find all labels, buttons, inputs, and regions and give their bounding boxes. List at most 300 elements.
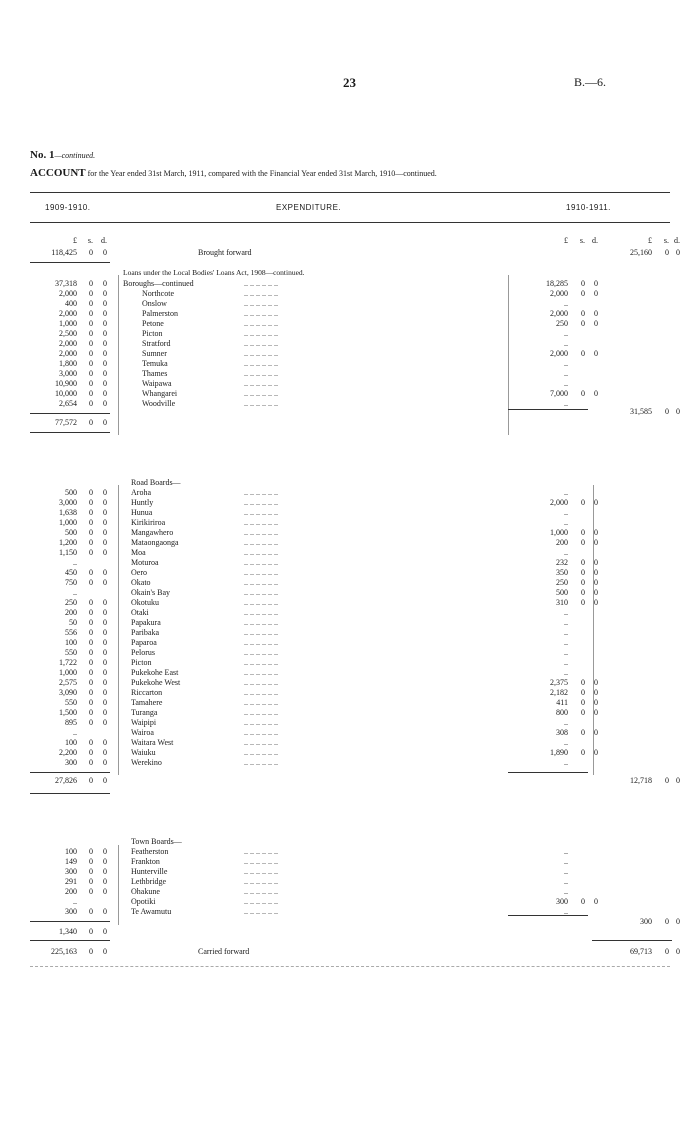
account-title — [30, 167, 437, 179]
prev-amount: 300 — [65, 907, 77, 916]
zero: 0 — [581, 748, 585, 757]
prev-amount: 291 — [65, 877, 77, 886]
prev-amount: 500 — [65, 528, 77, 537]
continued-note: —continued. — [54, 151, 96, 160]
current-amount: .. — [564, 638, 568, 647]
table-row — [0, 508, 700, 518]
leader-dots: .. .. .. .. .. .. — [244, 598, 278, 607]
current-amount: 308 — [556, 728, 568, 737]
current-amount: .. — [564, 907, 568, 916]
prev-amount: 3,000 — [59, 498, 77, 507]
table-row — [0, 867, 700, 877]
current-amount: 2,000 — [550, 289, 568, 298]
zero: 0 — [103, 608, 107, 617]
leader-dots: .. .. .. .. .. .. — [244, 389, 278, 398]
zero: 0 — [89, 498, 93, 507]
zero: 0 — [89, 887, 93, 896]
item-name: Whangarei — [142, 389, 178, 398]
prev-amount: 2,000 — [59, 289, 77, 298]
item-name: Moa — [131, 548, 146, 557]
zero: 0 — [594, 678, 598, 687]
total-amount: 25,160 — [630, 248, 652, 257]
zero: 0 — [581, 538, 585, 547]
prev-amount: 1,722 — [59, 658, 77, 667]
subtotal-total: 12,718 — [630, 776, 652, 785]
zero: 0 — [89, 776, 93, 785]
column-year-left: 1909-1910. — [45, 203, 91, 212]
zero: 0 — [581, 698, 585, 707]
table-row — [0, 319, 700, 329]
zero: 0 — [581, 728, 585, 737]
prev-amount: 2,000 — [59, 309, 77, 318]
table-row — [0, 887, 700, 897]
zero: 0 — [594, 728, 598, 737]
item-name: Riccarton — [131, 688, 163, 697]
zero: 0 — [89, 339, 93, 348]
zero: 0 — [594, 748, 598, 757]
zero: 0 — [89, 698, 93, 707]
zero: 0 — [676, 947, 680, 956]
leader-dots: .. .. .. .. .. .. — [244, 578, 278, 587]
zero: 0 — [89, 608, 93, 617]
section-heading-row — [0, 279, 700, 289]
leader-dots: .. .. .. .. .. .. — [244, 897, 278, 906]
prev-amount: 10,900 — [55, 379, 77, 388]
prev-amount: .. — [73, 897, 77, 906]
zero: 0 — [103, 488, 107, 497]
current-amount: .. — [564, 668, 568, 677]
pound-label: £ — [564, 236, 568, 245]
zero: 0 — [89, 578, 93, 587]
prev-amount: .. — [73, 558, 77, 567]
table-row — [0, 369, 700, 379]
item-name: Petone — [142, 319, 164, 328]
leader-dots: .. .. .. .. .. .. — [244, 758, 278, 767]
leader-dots: .. .. .. .. .. .. — [244, 538, 278, 547]
item-name: Temuka — [142, 359, 168, 368]
subtotal-prev: 77,572 — [55, 418, 77, 427]
prev-amount: 149 — [65, 857, 77, 866]
prev-amount: 2,200 — [59, 748, 77, 757]
item-name: Waipipi — [131, 718, 157, 727]
current-amount: .. — [564, 299, 568, 308]
current-amount: 200 — [556, 538, 568, 547]
zero: 0 — [89, 718, 93, 727]
subtotal-total: 31,585 — [630, 407, 652, 416]
prev-amount: 895 — [65, 718, 77, 727]
prev-amount: 10,000 — [55, 389, 77, 398]
table-row — [0, 389, 700, 399]
total-shillings: 0 — [665, 248, 669, 257]
town-boards-total-row — [0, 917, 700, 927]
pence-label: d. — [101, 236, 107, 245]
current-amount: 350 — [556, 568, 568, 577]
prev-amount: 550 — [65, 698, 77, 707]
zero: 0 — [89, 927, 93, 936]
current-amount: 2,375 — [550, 678, 568, 687]
zero: 0 — [103, 628, 107, 637]
zero: 0 — [581, 678, 585, 687]
current-amount: .. — [564, 718, 568, 727]
leader-dots: .. .. .. .. .. .. — [244, 658, 278, 667]
carried-forward-label: Carried forward — [198, 947, 250, 956]
zero: 0 — [103, 658, 107, 667]
prev-amount: 450 — [65, 568, 77, 577]
table-row — [0, 758, 700, 768]
item-name: Lethbridge — [131, 877, 167, 886]
zero: 0 — [103, 877, 107, 886]
item-name: Wairoa — [131, 728, 154, 737]
leader-dots: .. .. .. .. .. .. — [244, 498, 278, 507]
item-name: Frankton — [131, 857, 160, 866]
zero: 0 — [103, 538, 107, 547]
current-amount: .. — [564, 648, 568, 657]
item-name: Pukekohe West — [131, 678, 181, 687]
item-name: Pelorus — [131, 648, 155, 657]
leader-dots: .. .. .. .. .. .. — [244, 289, 278, 298]
leader-dots: .. .. .. .. .. .. — [244, 528, 278, 537]
zero: 0 — [594, 279, 598, 288]
prev-amount: 300 — [65, 867, 77, 876]
item-name: Werekino — [131, 758, 162, 767]
zero: 0 — [103, 648, 107, 657]
table-row — [0, 738, 700, 748]
zero: 0 — [581, 349, 585, 358]
prev-amount: 2,575 — [59, 678, 77, 687]
prev-amount: 300 — [65, 758, 77, 767]
section-heading: Boroughs—continued — [123, 279, 194, 288]
zero: 0 — [581, 598, 585, 607]
zero: 0 — [581, 289, 585, 298]
zero: 0 — [103, 598, 107, 607]
leader-dots: .. .. .. .. .. .. — [244, 638, 278, 647]
zero: 0 — [581, 528, 585, 537]
leader-dots: .. .. .. .. .. .. — [244, 847, 278, 856]
zero: 0 — [594, 528, 598, 537]
zero: 0 — [89, 847, 93, 856]
table-row — [0, 379, 700, 389]
current-amount: 250 — [556, 578, 568, 587]
leader-dots: .. .. .. .. .. .. — [244, 857, 278, 866]
prev-amount: 400 — [65, 299, 77, 308]
boroughs-subtotal-row — [0, 418, 700, 428]
prev-amount: 250 — [65, 598, 77, 607]
section-heading — [30, 149, 95, 161]
table-row — [0, 847, 700, 857]
prev-amount: 1,800 — [59, 359, 77, 368]
zero: 0 — [89, 418, 93, 427]
leader-dots: .. .. .. .. .. .. — [244, 688, 278, 697]
item-name: Stratford — [142, 339, 171, 348]
table-row — [0, 877, 700, 887]
zero: 0 — [581, 708, 585, 717]
zero: 0 — [103, 618, 107, 627]
zero: 0 — [103, 359, 107, 368]
item-name: Tamahere — [131, 698, 163, 707]
prev-amount: 50 — [69, 618, 77, 627]
current-amount: .. — [564, 379, 568, 388]
leader-dots: .. .. .. .. .. .. — [244, 279, 278, 288]
table-row — [0, 857, 700, 867]
prev-amount: 1,000 — [59, 518, 77, 527]
shilling-label: s. — [663, 236, 669, 245]
table-row — [0, 638, 700, 648]
current-amount: 500 — [556, 588, 568, 597]
zero: 0 — [89, 359, 93, 368]
loans-heading: Loans under the Local Bodies' Loans Act, 1908—continued. — [123, 268, 305, 277]
leader-dots: .. .. .. .. .. .. — [244, 628, 278, 637]
item-name: Kirikiriroa — [131, 518, 166, 527]
leader-dots: .. .. .. .. .. .. — [244, 299, 278, 308]
zero: 0 — [103, 688, 107, 697]
zero: 0 — [665, 407, 669, 416]
zero: 0 — [581, 389, 585, 398]
zero: 0 — [89, 857, 93, 866]
loans-heading-row — [0, 268, 700, 278]
page-number: 23 — [343, 75, 356, 90]
zero: 0 — [665, 947, 669, 956]
table-row — [0, 339, 700, 349]
zero: 0 — [103, 698, 107, 707]
zero: 0 — [89, 658, 93, 667]
zero: 0 — [581, 578, 585, 587]
prev-amount: 200 — [65, 608, 77, 617]
item-name: Ohakune — [131, 887, 160, 896]
leader-dots: .. .. .. .. .. .. — [244, 668, 278, 677]
prev-amount: 556 — [65, 628, 77, 637]
leader-dots: .. .. .. .. .. .. — [244, 359, 278, 368]
prev-amount: 1,000 — [59, 668, 77, 677]
current-amount: .. — [564, 758, 568, 767]
zero: 0 — [103, 309, 107, 318]
current-amount: 1,890 — [550, 748, 568, 757]
document-reference: B.—6. — [574, 75, 607, 89]
zero: 0 — [103, 748, 107, 757]
item-name: Aroha — [131, 488, 151, 497]
current-amount: .. — [564, 399, 568, 408]
item-name: Waitara West — [131, 738, 174, 747]
zero: 0 — [103, 568, 107, 577]
current-amount: .. — [564, 339, 568, 348]
zero: 0 — [89, 598, 93, 607]
item-name: Mangawhero — [131, 528, 174, 537]
current-amount: .. — [564, 857, 568, 866]
zero: 0 — [594, 498, 598, 507]
leader-dots: .. .. .. .. .. .. — [244, 349, 278, 358]
column-year-right: 1910-1911. — [566, 203, 611, 212]
table-row — [0, 678, 700, 688]
zero: 0 — [103, 548, 107, 557]
table-row — [0, 528, 700, 538]
town-boards-subtotal-row — [0, 927, 700, 937]
prev-amount: 2,000 — [59, 349, 77, 358]
item-name: Woodville — [142, 399, 176, 408]
zero: 0 — [89, 688, 93, 697]
table-row — [0, 289, 700, 299]
table-row — [0, 568, 700, 578]
table-row — [0, 668, 700, 678]
zero: 0 — [581, 558, 585, 567]
prev-amount: 118,425 — [51, 248, 77, 257]
prev-amount: 3,000 — [59, 369, 77, 378]
current-amount: .. — [564, 518, 568, 527]
leader-dots: .. .. .. .. .. .. — [244, 548, 278, 557]
zero: 0 — [103, 887, 107, 896]
current-amount: .. — [564, 887, 568, 896]
prev-amount: 1,200 — [59, 538, 77, 547]
zero: 0 — [89, 758, 93, 767]
prev-amount: 100 — [65, 738, 77, 747]
zero: 0 — [103, 638, 107, 647]
zero: 0 — [103, 867, 107, 876]
leader-dots: .. .. .. .. .. .. — [244, 748, 278, 757]
current-amount: 2,000 — [550, 309, 568, 318]
current-amount: .. — [564, 867, 568, 876]
zero: 0 — [89, 369, 93, 378]
zero: 0 — [89, 389, 93, 398]
zero: 0 — [89, 907, 93, 916]
item-name: Paparoa — [131, 638, 157, 647]
item-name: Moturoa — [131, 558, 159, 567]
zero: 0 — [89, 319, 93, 328]
current-amount: 7,000 — [550, 389, 568, 398]
zero: 0 — [676, 407, 680, 416]
leader-dots: .. .. .. .. .. .. — [244, 568, 278, 577]
current-amount: .. — [564, 658, 568, 667]
current-amount: 2,000 — [550, 498, 568, 507]
current-amount: 310 — [556, 598, 568, 607]
zero: 0 — [103, 857, 107, 866]
item-name: Okain's Bay — [131, 588, 170, 597]
leader-dots: .. .. .. .. .. .. — [244, 648, 278, 657]
zero: 0 — [594, 598, 598, 607]
section-heading-row — [0, 837, 700, 847]
table-row — [0, 498, 700, 508]
zero: 0 — [89, 668, 93, 677]
leader-dots: .. .. .. .. .. .. — [244, 518, 278, 527]
table-row — [0, 608, 700, 618]
item-name: Papakura — [131, 618, 161, 627]
prev-amount: 1,500 — [59, 708, 77, 717]
table-row — [0, 349, 700, 359]
table-row — [0, 329, 700, 339]
table-row — [0, 698, 700, 708]
current-amount: 232 — [556, 558, 568, 567]
currency-header-row — [0, 236, 700, 246]
table-row — [0, 658, 700, 668]
zero: 0 — [594, 349, 598, 358]
zero: 0 — [594, 319, 598, 328]
prev-amount: .. — [73, 588, 77, 597]
subtotal-prev: 1,340 — [59, 927, 77, 936]
item-name: Te Awamutu — [131, 907, 172, 916]
zero: 0 — [581, 309, 585, 318]
zero: 0 — [103, 776, 107, 785]
item-name: Hunua — [131, 508, 153, 517]
carried-forward-row — [0, 947, 700, 957]
current-amount: .. — [564, 369, 568, 378]
prev-pence: 0 — [103, 248, 107, 257]
prev-amount: 3,090 — [59, 688, 77, 697]
table-row — [0, 548, 700, 558]
zero: 0 — [89, 399, 93, 408]
zero: 0 — [89, 568, 93, 577]
zero: 0 — [594, 698, 598, 707]
item-name: Palmerston — [142, 309, 178, 318]
leader-dots: .. .. .. .. .. .. — [244, 329, 278, 338]
current-amount: 250 — [556, 319, 568, 328]
prev-amount: 1,638 — [59, 508, 77, 517]
leader-dots: .. .. .. .. .. .. — [244, 867, 278, 876]
item-name: Oero — [131, 568, 147, 577]
zero: 0 — [103, 349, 107, 358]
zero: 0 — [594, 897, 598, 906]
item-name: Waipawa — [142, 379, 172, 388]
zero: 0 — [676, 917, 680, 926]
table-row — [0, 538, 700, 548]
item-name: Okato — [131, 578, 151, 587]
item-name: Okotuku — [131, 598, 159, 607]
current-amount: 2,000 — [550, 349, 568, 358]
zero: 0 — [89, 867, 93, 876]
prev-amount: 200 — [65, 887, 77, 896]
prev-amount: 37,318 — [55, 279, 77, 288]
account-word: ACCOUNT — [30, 167, 86, 179]
item-name: Pukekohe East — [131, 668, 179, 677]
table-row — [0, 688, 700, 698]
zero: 0 — [103, 708, 107, 717]
zero: 0 — [89, 538, 93, 547]
zero: 0 — [103, 369, 107, 378]
table-row — [0, 598, 700, 608]
table-row — [0, 359, 700, 369]
account-description: for the Year ended 31st March, 1911, compared with the Financial Year ended 31st March, 1910—continued. — [87, 169, 437, 178]
current-amount: 2,182 — [550, 688, 568, 697]
prev-shillings: 0 — [89, 248, 93, 257]
road-boards-subtotal-row — [0, 776, 700, 786]
zero: 0 — [103, 668, 107, 677]
prev-amount: 1,000 — [59, 319, 77, 328]
zero: 0 — [103, 758, 107, 767]
zero: 0 — [665, 917, 669, 926]
item-name: Onslow — [142, 299, 167, 308]
pence-label: d. — [674, 236, 680, 245]
zero: 0 — [103, 907, 107, 916]
pound-label: £ — [648, 236, 652, 245]
zero: 0 — [89, 638, 93, 647]
section-heading: Town Boards— — [131, 837, 182, 846]
zero: 0 — [594, 708, 598, 717]
zero: 0 — [103, 498, 107, 507]
table-row — [0, 648, 700, 658]
table-row — [0, 897, 700, 907]
leader-dots: .. .. .. .. .. .. — [244, 738, 278, 747]
item-name: Mataongaonga — [131, 538, 179, 547]
table-row — [0, 708, 700, 718]
zero: 0 — [581, 897, 585, 906]
zero: 0 — [89, 648, 93, 657]
current-amount: .. — [564, 608, 568, 617]
item-name: Sumner — [142, 349, 167, 358]
zero: 0 — [89, 379, 93, 388]
zero: 0 — [103, 279, 107, 288]
zero: 0 — [103, 508, 107, 517]
current-amount: 800 — [556, 708, 568, 717]
zero: 0 — [89, 299, 93, 308]
item-name: Thames — [142, 369, 168, 378]
leader-dots: .. .. .. .. .. .. — [244, 319, 278, 328]
section-heading: Road Boards— — [131, 478, 181, 487]
